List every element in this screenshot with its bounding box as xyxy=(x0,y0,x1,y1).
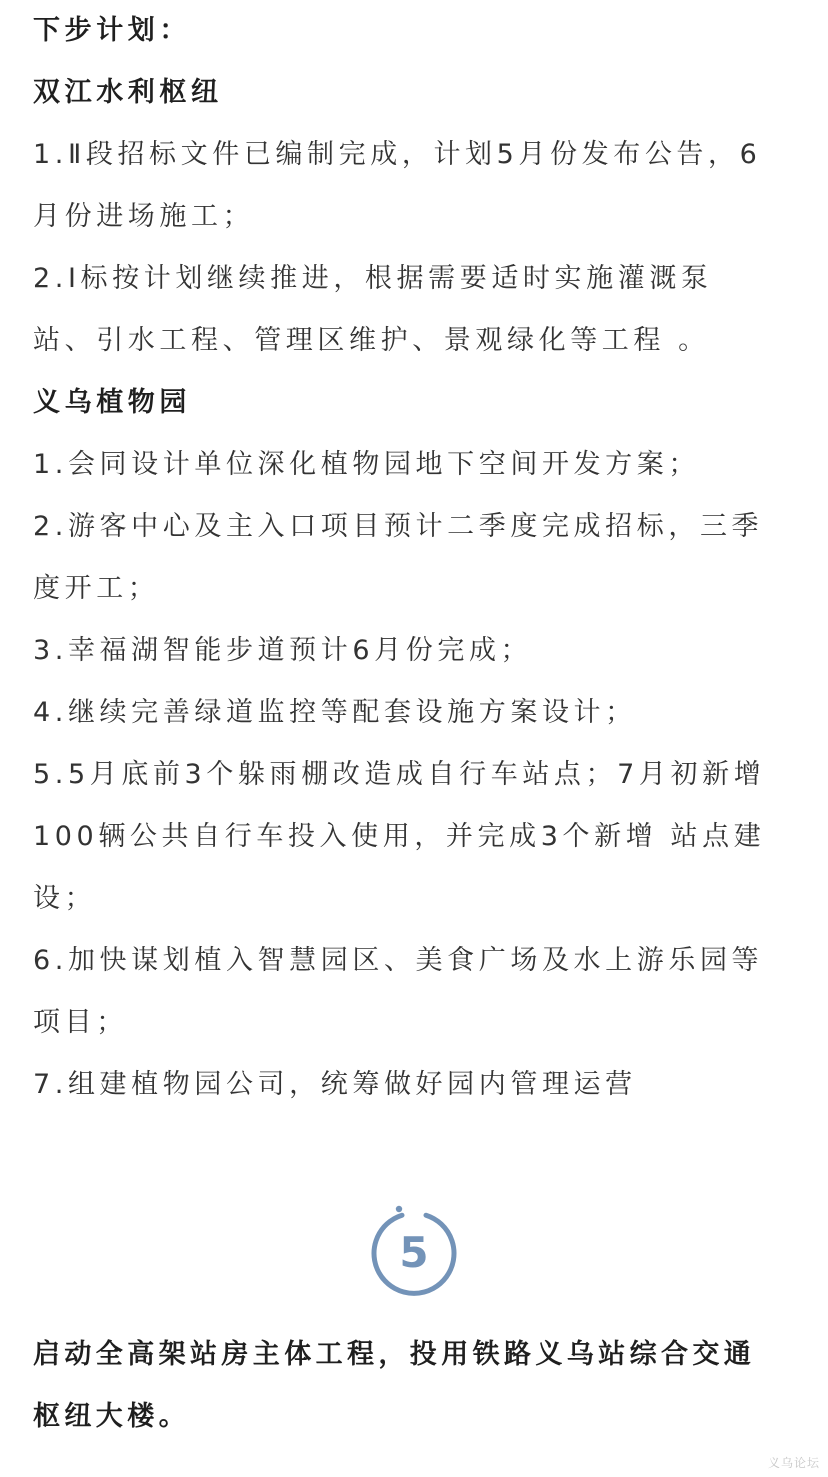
paragraph-line: 2.游客中心及主入口项目预计二季度完成招标，三季 xyxy=(33,511,764,542)
closing-paragraph xyxy=(33,1324,803,1448)
paragraph-line: 7.组建植物园公司，统筹做好园内管理运营 xyxy=(33,1069,637,1100)
paragraph-line: 枢纽大楼。 xyxy=(33,1401,190,1432)
badge-number: 5 xyxy=(399,1228,429,1277)
paragraph-line: 3.幸福湖智能步道预计6月份完成； xyxy=(33,635,533,666)
paragraph-line: 6.加快谋划植入智慧园区、美食广场及水上游乐园等 xyxy=(33,945,764,976)
paragraph-line: 设； xyxy=(33,883,97,914)
paragraph-line: 站、引水工程、管理区维护、景观绿化等工程 。 xyxy=(33,325,710,356)
article-body xyxy=(33,0,795,1116)
paragraph-line: 度开工； xyxy=(33,573,160,604)
paragraph-line: 5.5月底前3个躲雨棚改造成自行车站点；7月初新增 xyxy=(33,759,766,790)
section-title-shuangjiang: 双江水利枢纽 xyxy=(33,77,223,108)
watermark-logo: 义乌论坛 xyxy=(767,1456,820,1470)
section-title-botanical: 义乌植物园 xyxy=(33,387,191,418)
paragraph-line: 1.会同设计单位深化植物园地下空间开发方案； xyxy=(33,449,700,480)
paragraph-line: 项目； xyxy=(33,1007,128,1038)
section-number-badge xyxy=(366,1205,462,1301)
paragraph-line: 1.Ⅱ段招标文件已编制完成，计划5月份发布公告，6 xyxy=(33,139,762,170)
paragraph-line: 2.Ⅰ标按计划继续推进，根据需要适时实施灌溉泵 xyxy=(33,263,713,294)
paragraph-line: 启动全高架站房主体工程，投用铁路义乌站综合交通 xyxy=(33,1339,756,1370)
paragraph-line: 月份进场施工； xyxy=(33,201,255,232)
paragraph-line: 100辆公共自行车投入使用，并完成3个新增 站点建 xyxy=(33,821,766,852)
section-title-next-plan: 下步计划： xyxy=(33,15,191,46)
paragraph-line: 4.继续完善绿道监控等配套设施方案设计； xyxy=(33,697,637,728)
